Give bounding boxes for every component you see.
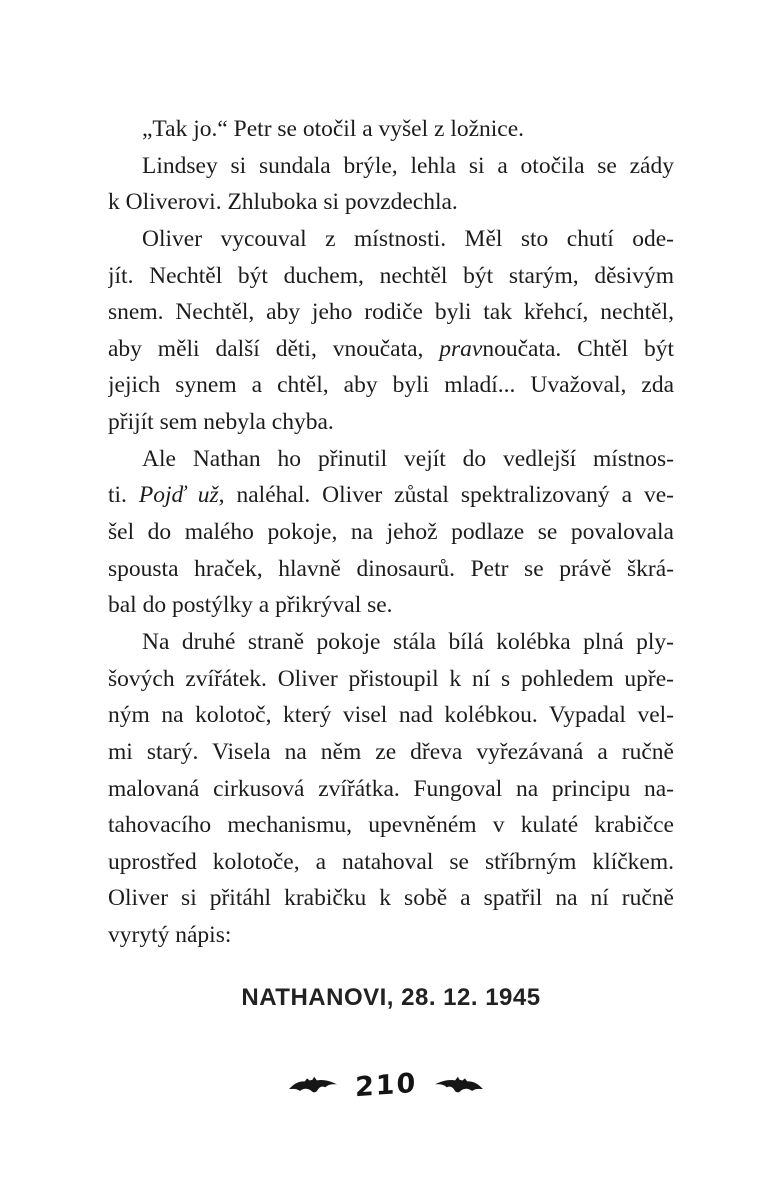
text-segment: ným na kolotoč, který visel nad kolébkou. Vypadal vel- [108,702,674,729]
text-line [108,734,674,771]
text-segment: jejich synem a chtěl, aby byli mladí... Uvažoval, zda [108,372,674,399]
paragraph [108,111,674,148]
text-segment: bal do postýlky a přikrýval se. [108,592,393,619]
text-line [108,148,674,185]
text-line [108,294,674,331]
text-line [108,551,674,588]
text-segment: ti. [108,482,139,509]
text-segment: Na druhé straně pokoje stála bílá kolébka plná ply- [142,628,674,655]
paragraph [108,441,674,624]
engraved-inscription: NATHANOVI, 28. 12. 1945 [241,984,541,1011]
text-segment: Lindsey si sundala brýle, lehla si a otočila se zády [142,152,674,179]
text-line [108,880,674,917]
text-segment: aby měli další děti, vnoučata, [108,335,440,362]
text-segment: k Oliverovi. Zhluboka si povzdechla. [108,189,458,216]
text-line [108,367,674,404]
bat-ornament-right-icon [433,1072,485,1098]
text-segment: mi starý. Visela na něm ze dřeva vyřezávaná a ručně [108,738,674,765]
text-segment: spousta hraček, hlavně dinosaurů. Petr se právě škrá- [108,555,674,582]
text-segment: šel do malého pokoje, na jehož podlaze se povalovala [108,519,674,546]
text-line [108,624,674,661]
text-segment: tahovacího mechanismu, upevněném v kulaté krabičce [108,812,674,839]
text-segment: noučata. Chtěl být [482,335,674,362]
paragraph [108,148,674,221]
body-text [108,111,674,954]
italic-text-segment: Pojď už [138,482,219,509]
text-line [108,184,674,221]
text-segment: uprostřed kolotoče, a natahoval se stříbrným klíčkem. [108,848,674,875]
paragraph [108,221,674,441]
text-segment: , naléhal. Oliver zůstal spektralizovaný a ve- [218,482,674,509]
text-segment: snem. Nechtěl, aby jeho rodiče byli tak křehcí, nechtěl, [108,299,674,326]
text-line [108,111,674,148]
text-line [108,844,674,881]
text-segment: Oliver si přitáhl krabičku k sobě a spatřil na ní ručně [108,885,674,912]
text-segment: Oliver vycouval z místnosti. Měl sto chutí ode- [142,225,674,252]
text-segment: přijít sem nebyla chyba. [108,409,334,436]
text-line [108,917,674,954]
text-line [108,514,674,551]
text-segment: malovaná cirkusová zvířátka. Fungoval na principu na- [108,775,674,802]
text-line [108,404,674,441]
text-line [108,771,674,808]
text-line [108,807,674,844]
text-line [108,331,674,368]
text-line [108,477,674,514]
text-segment: Ale Nathan ho přinutil vejít do vedlejší místnos- [142,445,674,472]
text-segment: šových zvířátek. Oliver přistoupil k ní s pohledem upře- [108,665,674,692]
text-segment: vyrytý nápis: [108,922,232,949]
page-footer [0,1067,772,1104]
bat-ornament-left-icon [287,1072,339,1098]
text-line [108,441,674,478]
text-line [108,661,674,698]
text-line [108,258,674,295]
italic-text-segment: prav [439,335,483,362]
text-segment: „Tak jo.“ Petr se otočil a vyšel z ložnice. [142,116,525,142]
text-segment: jít. Nechtěl být duchem, nechtěl být starým, děsivým [108,262,674,289]
text-line [108,221,674,258]
text-line [108,697,674,734]
text-line [108,587,674,624]
page-number: 210 [354,1067,418,1104]
paragraph [108,624,674,954]
